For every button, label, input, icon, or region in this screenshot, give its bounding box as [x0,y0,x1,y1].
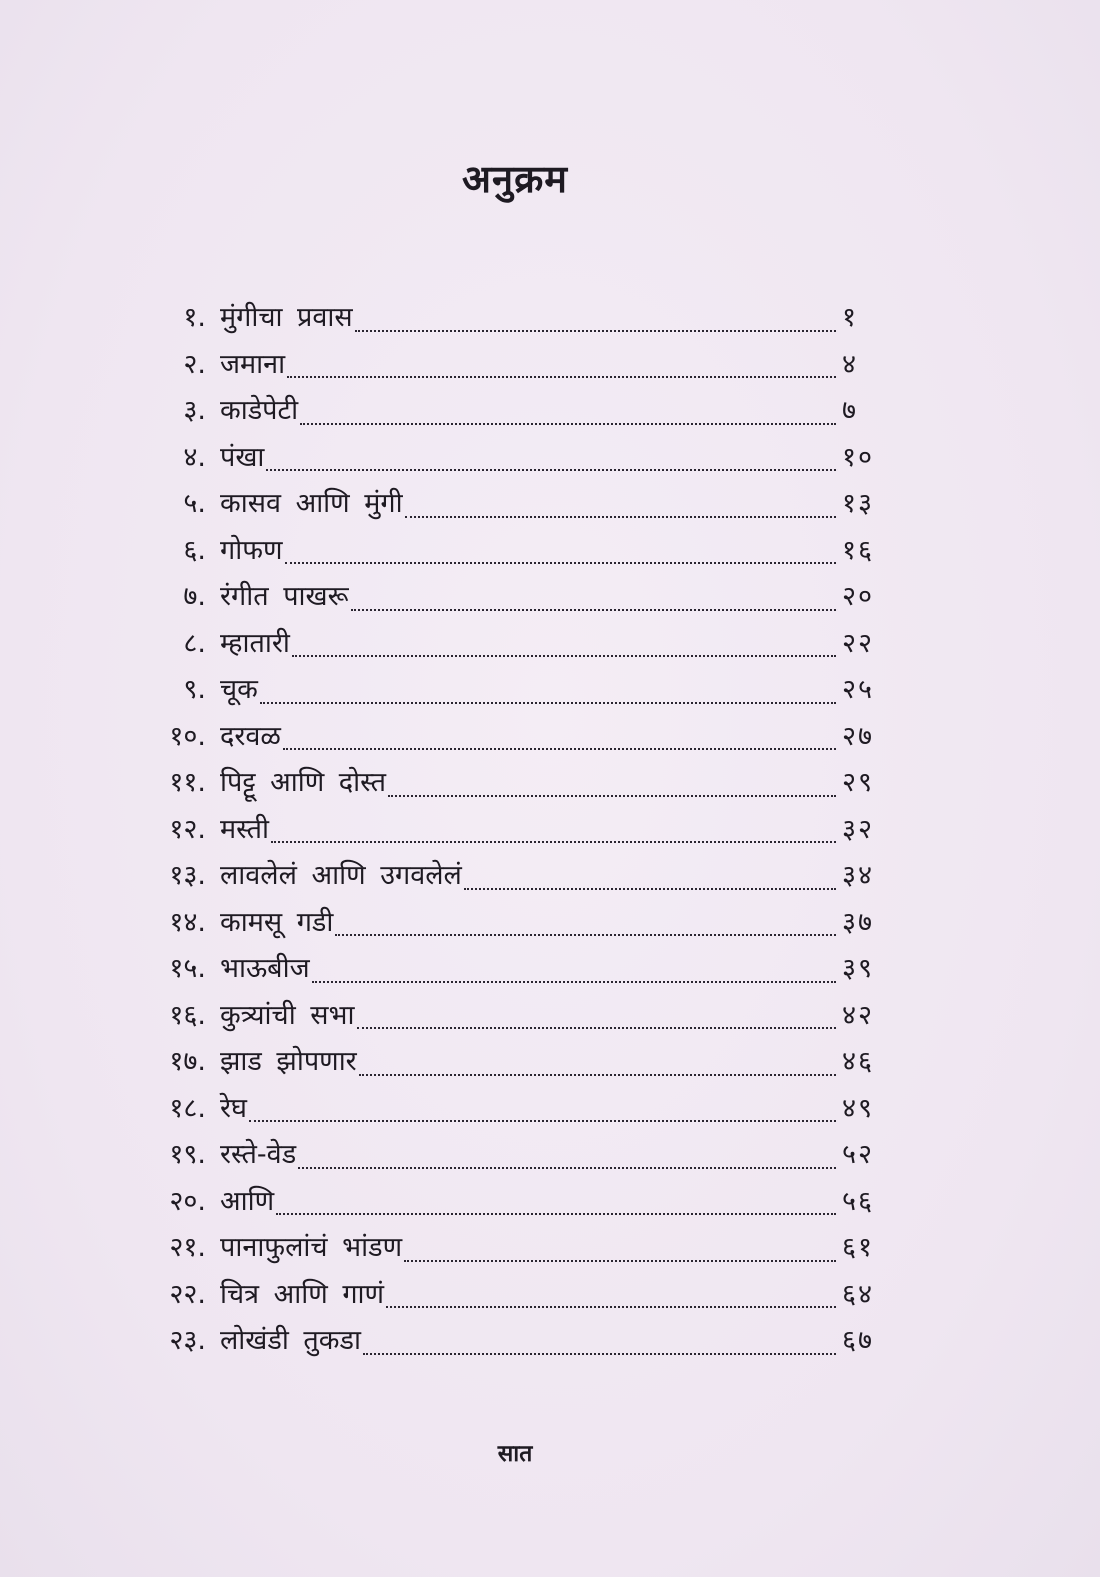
toc-entry-page: २९ [842,767,875,798]
toc-entry-title: गोफण [220,534,283,566]
dot-leader [300,423,836,425]
dot-leader [298,1167,836,1169]
toc-entry-title: रंगीत पाखरू [220,581,349,612]
toc-entry-page: १६ [842,534,875,566]
dot-leader [386,1306,836,1308]
toc-entry [118,344,898,391]
toc-entry-page: ६१ [842,1232,875,1263]
toc-entry [118,1134,898,1181]
toc-entry-title: पंखा [220,441,265,473]
toc-entry-number: २१. [169,1232,206,1263]
toc-entry-title: पानाफुलांचं भांडण [220,1232,403,1263]
toc-entry-number: ६. [183,534,206,566]
toc-entry-number: १. [183,302,206,333]
toc-entry [118,855,898,902]
dot-leader [355,330,836,332]
toc-entry-title: लावलेलं आणि उगवलेलं [220,860,462,891]
dot-leader [292,655,836,657]
toc-entry [118,995,898,1042]
dot-leader [287,376,836,378]
toc-entry-page: ६४ [842,1278,875,1310]
dot-leader [260,702,836,704]
toc-entry-page: १३ [842,488,875,519]
dot-leader [363,1353,836,1355]
dot-leader [357,1027,837,1029]
toc-entry-page: ३९ [842,953,875,984]
dot-leader [271,841,836,843]
toc-entry-title: पिट्टू आणि दोस्त [220,767,387,798]
toc-entry-number: ८. [183,627,206,659]
dot-leader [404,1260,836,1262]
toc-entry-page: ६७ [842,1325,875,1356]
page-footer-number: सात [497,1441,533,1467]
toc-entry-title: कामसू गडी [220,906,334,938]
toc-entry [118,623,898,670]
toc-entry-number: ५. [183,488,206,519]
toc-entry-title: कुत्र्यांची सभा [220,999,355,1031]
toc-entry-number: १०. [169,720,206,752]
toc-entry-title: आणि [220,1185,275,1217]
toc-entry [118,390,898,437]
toc-entry-page: ४ [842,348,859,380]
table-of-contents [118,297,898,1367]
toc-entry [118,1320,898,1367]
toc-entry-title: मस्ती [220,813,270,845]
toc-entry [118,1181,898,1228]
toc-entry-title: रेघ [220,1092,247,1124]
toc-entry [118,716,898,763]
dot-leader [388,795,836,797]
toc-entry-page: ४९ [842,1092,875,1124]
toc-entry-number: ७. [183,581,206,612]
dot-leader [464,888,836,890]
toc-entry-number: ३. [183,395,206,426]
toc-entry-number: १४. [169,906,206,938]
dot-leader [276,1213,836,1215]
toc-entry [118,483,898,530]
toc-entry-title: मुंगीचा प्रवास [220,302,353,333]
toc-entry-title: चित्र आणि गाणं [220,1278,385,1310]
toc-entry-page: १० [842,441,875,473]
toc-entry-page: ४६ [842,1046,875,1077]
toc-entry-number: ४. [183,441,206,473]
toc-entry-title: काडेपेटी [220,395,299,426]
toc-entry-title: जमाना [220,348,286,380]
toc-entry-title: कासव आणि मुंगी [220,488,403,519]
toc-entry [118,902,898,949]
toc-entry [118,437,898,484]
toc-entry [118,762,898,809]
toc-entry-number: ९. [183,674,206,705]
toc-entry-page: ५६ [842,1185,875,1217]
toc-entry [118,297,898,344]
toc-entry-title: रस्ते-वेड [220,1139,297,1170]
toc-entry-number: १८. [169,1092,206,1124]
toc-entry-title: भाऊबीज [220,953,310,984]
dot-leader [249,1120,836,1122]
dot-leader [283,748,836,750]
toc-entry-page: ३४ [842,860,875,891]
toc-entry [118,576,898,623]
toc-entry [118,530,898,577]
dot-leader [351,609,836,611]
toc-entry-number: १७. [169,1046,206,1077]
dot-leader [359,1074,836,1076]
toc-entry-title: लोखंडी तुकडा [220,1325,361,1356]
toc-entry-number: २०. [169,1185,206,1217]
toc-entry-number: १५. [169,953,206,984]
toc-entry-number: ११. [169,767,206,798]
toc-entry-title: म्हातारी [220,627,290,659]
toc-entry-title: दरवळ [220,720,281,752]
dot-leader [312,981,836,983]
toc-entry-page: २० [842,581,875,612]
toc-entry-number: १२. [169,813,206,845]
toc-entry-number: २. [183,348,206,380]
toc-entry [118,1274,898,1321]
toc-entry-number: १६. [169,999,206,1031]
toc-entry [118,669,898,716]
page-title: अनुक्रम [461,157,569,201]
toc-entry-page: २७ [842,720,875,752]
toc-entry-page: २५ [842,674,875,705]
toc-entry-page: ३७ [842,906,875,938]
toc-entry-page: ३२ [842,813,875,845]
dot-leader [285,562,836,564]
toc-entry-page: ४२ [842,999,875,1031]
toc-entry-number: २२. [169,1278,206,1310]
toc-entry-number: १३. [169,860,206,891]
toc-entry-number: २३. [169,1325,206,1356]
toc-entry-page: ७ [842,395,859,426]
toc-entry [118,1227,898,1274]
dot-leader [405,516,836,518]
toc-entry-page: ५२ [842,1139,875,1170]
toc-entry-title: चूक [220,674,258,705]
dot-leader [335,934,836,936]
toc-entry [118,1088,898,1135]
toc-entry [118,948,898,995]
toc-entry-number: १९. [169,1139,206,1170]
toc-entry [118,1041,898,1088]
toc-entry-title: झाड झोपणार [220,1046,357,1077]
toc-entry-page: १ [842,302,859,333]
toc-entry-page: २२ [842,627,875,659]
toc-entry [118,809,898,856]
dot-leader [266,469,836,471]
